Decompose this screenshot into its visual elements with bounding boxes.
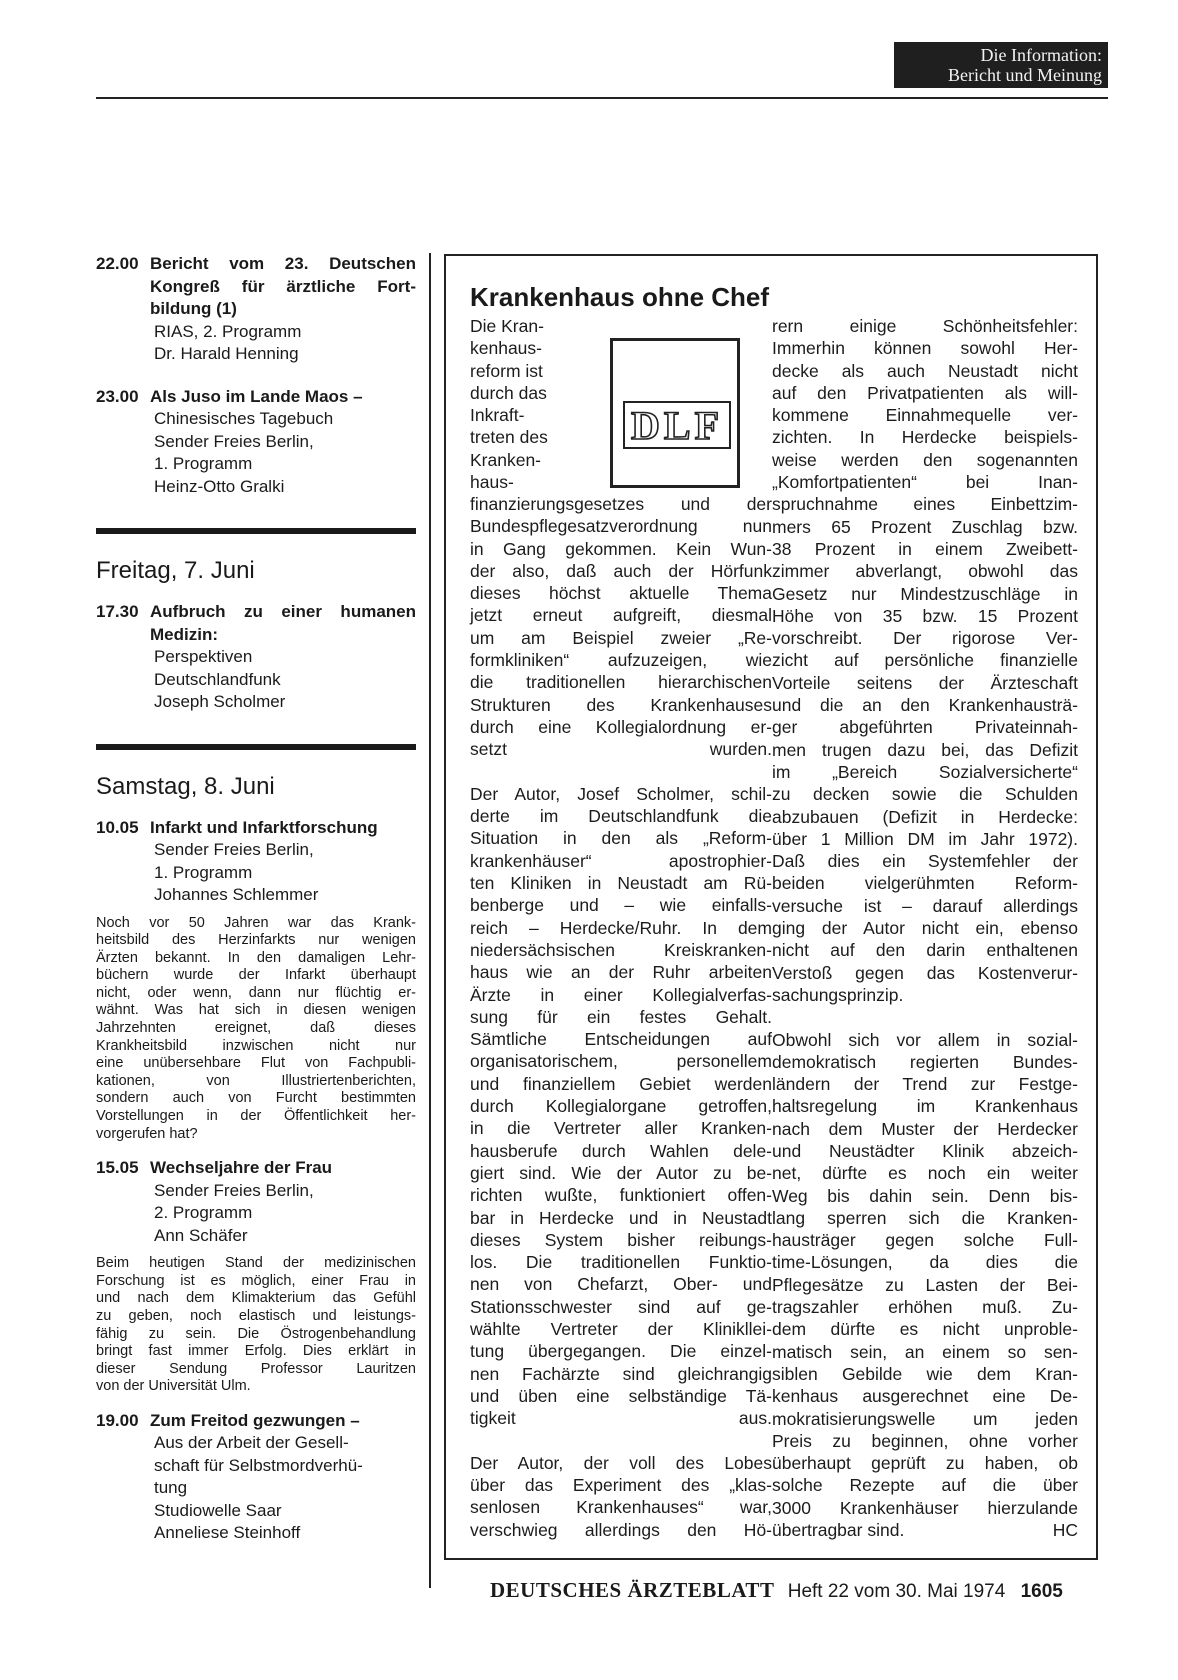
article-text-line: nach dem Muster der Herdecker <box>772 1118 1078 1139</box>
article-text-line: formkliniken“ aufzuzeigen, wie <box>470 650 772 671</box>
article-text-line: Inkraft- <box>470 405 525 426</box>
program-entry <box>96 601 416 714</box>
article-text-line: treten des <box>470 427 548 448</box>
article-text-line: und die an den Krankenhausträ- <box>772 695 1078 716</box>
program-time: 19.00 <box>96 1410 139 1430</box>
article-title: Krankenhaus ohne Chef <box>470 282 770 312</box>
article-text-line: im „Bereich Sozialversicherte“ <box>772 761 1078 782</box>
program-detail-line: RIAS, 2. Programm <box>154 321 302 341</box>
program-detail-line: Anneliese Steinhoff <box>154 1523 301 1543</box>
day-separator-rule <box>96 528 416 534</box>
article-text-line: kenhaus ausgerechnet eine De- <box>772 1386 1078 1407</box>
program-detail-line: 2. Programm <box>154 1203 253 1223</box>
program-detail-line: Dr. Harald Henning <box>154 344 299 363</box>
article-text-line: über das Experiment des „klas- <box>470 1475 772 1496</box>
article-text-line: zichten. In Herdecke beispiels- <box>772 427 1078 448</box>
article-text-line: demokratisch regierten Bundes- <box>772 1051 1078 1072</box>
program-details <box>154 408 416 498</box>
article-text-line: rern einige Schönheitsfehler: <box>772 316 1078 336</box>
description-line: Jahrzehnten ereignet, daß dieses <box>96 1020 416 1037</box>
article-text-line: sachungsprinzip. <box>772 984 904 1005</box>
section-label-line1: Die Information: <box>980 45 1102 65</box>
article-text-line: ger abgeführten Privateinnah- <box>772 717 1078 738</box>
article-text-line: time-Lösungen, da dies die <box>772 1252 1078 1273</box>
program-detail-line: Sender Freies Berlin, <box>154 840 314 859</box>
article-text-line: auf den Privatpatienten als will- <box>772 382 1078 403</box>
description-line: bringt fast immer Erfolg. Dies erklärt in <box>96 1343 416 1360</box>
program-detail-line: Aus der Arbeit der Gesell- <box>154 1433 349 1453</box>
article-text-line: der also, daß auch der Hörfunk <box>470 560 772 581</box>
program-details <box>154 839 416 907</box>
program-detail-line: Studiowelle Saar <box>154 1500 282 1520</box>
program-detail-line: Joseph Scholmer <box>154 692 286 711</box>
article-text-line: Daß dies ein Systemfehler der <box>772 851 1078 872</box>
article-text-line: derte im Deutschlandfunk die <box>470 806 772 827</box>
article-text-line: zimmer abverlangt, obwohl das <box>772 561 1078 582</box>
program-title-line: Infarkt und Infarktforschung <box>150 817 378 837</box>
article-text-line: reform ist <box>470 360 543 381</box>
description-line: fähig zu sein. Die Östrogenbehandlung <box>96 1325 416 1342</box>
article-text-line: lang sperren sich die Kranken- <box>772 1207 1078 1228</box>
page-footer <box>490 1578 1063 1604</box>
article-text-line: richten wußte, funktioniert offen- <box>470 1185 772 1206</box>
article-text-line: decke als auch Neustadt nicht <box>772 360 1078 381</box>
article-text-line: die traditionellen hierarchischen <box>470 672 772 693</box>
program-title-line: bildung (1) <box>150 299 237 318</box>
article-column-1 <box>470 493 772 1541</box>
description-line: eine unübersehbare Flut von Fachpubli- <box>96 1055 416 1072</box>
article-text-line: giert sind. Wie der Autor zu be- <box>470 1162 772 1183</box>
article-text-line: zu decken sowie die Schulden <box>772 784 1078 805</box>
program-title-line: Aufbruch zu einer humanen <box>150 602 416 621</box>
description-line: von der Universität Ulm. <box>96 1378 251 1395</box>
article-text-line: Ärzte in einer Kollegialverfas- <box>470 984 772 1005</box>
article-text-line: dieses System bisher reibungs- <box>470 1229 772 1250</box>
article-text-line: in die Vertreter aller Kranken- <box>470 1118 772 1139</box>
article-text-line: Stationsschwester sind auf ge- <box>470 1296 772 1317</box>
article-text-line: 38 Prozent in einem Zweibett- <box>772 538 1078 559</box>
article-text-line: niedersächsischen Kreiskranken- <box>470 939 772 960</box>
article-text-line: haus wie an der Ruhr arbeiten <box>470 962 772 983</box>
article-text-line: bar in Herdecke und in Neustadt <box>470 1207 772 1228</box>
article-text-line: nen von Chefarzt, Ober- und <box>470 1274 772 1295</box>
article-text-line: finanzierungsgesetzes und der <box>470 494 772 514</box>
article-text-line: überhaupt geprüft zu haben, ob <box>772 1453 1078 1474</box>
article-text-line: hausberufe durch Wahlen dele- <box>470 1140 772 1161</box>
description-line: Forschung ist es möglich, einer Frau in <box>96 1272 416 1289</box>
article-text-line: über 1 Million DM im Jahr 1972). <box>772 828 1078 849</box>
program-description <box>96 915 416 1144</box>
program-detail-line: schaft für Selbstmordverhü- <box>154 1455 363 1475</box>
article-text-line: wählte Vertreter der Klinikllei- <box>470 1318 772 1339</box>
program-time: 10.05 <box>96 817 139 837</box>
program-details <box>154 1432 416 1545</box>
article-text-line: matisch sein, an einem so sen- <box>772 1341 1078 1362</box>
article-text-line: durch das <box>470 382 547 403</box>
program-time: 22.00 <box>96 254 139 273</box>
article-text-line: mokratisierungswelle um jeden <box>772 1408 1078 1429</box>
program-column <box>96 253 416 1545</box>
article-text-line: Der Autor, Josef Scholmer, schil- <box>470 783 772 804</box>
program-description <box>96 1255 416 1396</box>
paragraph-gap <box>772 1006 1078 1028</box>
article-text-line: Immerhin können sowohl Her- <box>772 338 1078 359</box>
article-text-line: nicht auf den darin enthaltenen <box>772 940 1078 961</box>
description-line: nicht, oder wenn, dann nur flüchtig er- <box>96 984 416 1001</box>
article-text-line: dieses höchst aktuelle Thema <box>470 583 772 604</box>
program-title-line: Medizin: <box>150 624 218 644</box>
article-text-line: mers 65 Prozent Zuschlag bzw. <box>772 516 1078 537</box>
article-text-line: ländern der Trend zur Festge- <box>772 1074 1078 1095</box>
program-detail-line: Chinesisches Tagebuch <box>154 409 334 428</box>
article-text-line: Gesetz nur Mindestzuschläge in <box>772 583 1078 604</box>
article-text-line: Kranken- <box>470 449 542 470</box>
article-text-line: „Komfortpatienten“ bei Inan- <box>772 472 1078 493</box>
day-separator-rule <box>96 744 416 750</box>
program-detail-line: Heinz-Otto Gralki <box>154 476 285 496</box>
program-entry <box>96 1157 416 1247</box>
program-detail-line: 1. Programm <box>154 454 253 473</box>
program-details <box>154 646 416 714</box>
journal-name: DEUTSCHES ÄRZTEBLATT <box>490 1578 775 1602</box>
section-label-line2: Bericht und Meinung <box>948 65 1102 85</box>
article-text-line: Vorteile seitens der Ärzteschaft <box>772 672 1078 693</box>
description-line: zu geben, noch elastisch und leistungs- <box>96 1308 416 1324</box>
program-detail-line: Ann Schäfer <box>154 1225 248 1245</box>
description-line: Ärzten bekannt. In den damaligen Lehr- <box>96 949 416 966</box>
article-text-line: organisatorischem, personellem <box>470 1051 772 1072</box>
article-text-line: haltsregelung im Krankenhaus <box>772 1096 1078 1117</box>
description-line: Vorstellungen in der Öffentlichkeit her- <box>96 1108 416 1125</box>
program-title-line: Kongreß für ärztliche Fort- <box>150 276 416 296</box>
program-detail-line: tung <box>154 1478 188 1498</box>
article-text-line: senlosen Krankenhauses“ war, <box>470 1497 772 1518</box>
article-text-line: Der Autor, der voll des Lobes <box>470 1452 772 1473</box>
article-text-line: Die Kran- <box>470 316 544 336</box>
article-text-line: Bundespflegesatzverordnung nun <box>470 516 772 537</box>
article-text-line: Verstoß gegen das Kostenverur- <box>772 962 1078 983</box>
article-text-line: vorschreibt. Der rigorose Ver- <box>772 628 1078 649</box>
article-text-line: und üben eine selbständige Tä- <box>470 1385 772 1406</box>
article-text-line: Obwohl sich vor allem in sozial- <box>772 1029 1078 1050</box>
article-text-line: ten Kliniken in Neustadt am Rü- <box>470 873 772 894</box>
description-line: Noch vor 50 Jahren war das Krank- <box>96 914 416 931</box>
program-title-line: Wechseljahre der Frau <box>150 1158 333 1178</box>
description-line: sondern auch von Furcht bestimmten <box>96 1090 416 1107</box>
article-text-line: um am Beispiel zweier „Re- <box>470 627 772 648</box>
description-line: Krankheitsbild inzwischen nicht nur <box>96 1037 416 1054</box>
dlf-logo-text: DLF <box>623 401 731 449</box>
article-text-line: spruchnahme eines Einbettzim- <box>772 494 1078 515</box>
article-text-line: setzt wurden. <box>470 739 772 760</box>
issue-info: Heft 22 vom 30. Mai 1974 <box>787 1581 1006 1602</box>
program-time: 23.00 <box>96 386 139 406</box>
program-time: 15.05 <box>96 1158 139 1178</box>
description-line: büchern wurde der Infarkt überhaupt <box>96 967 416 984</box>
article-text-line: verschwieg allerdings den Hö- <box>470 1519 772 1540</box>
program-title-line: Als Juso im Lande Maos – <box>150 386 363 406</box>
article-text-line: haus- <box>470 472 514 493</box>
description-line: kationen, von Illustriertenberichten, <box>96 1072 416 1089</box>
article-text-line: kenhaus- <box>470 338 542 359</box>
article-text-line: Weg bis dahin sein. Denn bis- <box>772 1185 1078 1206</box>
article-text-line: Situation in den als „Reform- <box>470 828 772 849</box>
article-text-line: Pflegesätze zu Lasten der Bei- <box>772 1274 1078 1295</box>
article-text-line: dem dürfte es nicht unproble- <box>772 1319 1078 1340</box>
article-text-line: Strukturen des Krankenhauses <box>470 694 772 715</box>
article-text-line: Preis zu beginnen, ohne vorher <box>772 1430 1078 1451</box>
description-line: und nach dem Klimakterium das Gefühl <box>96 1290 416 1307</box>
program-entry <box>96 817 416 907</box>
day-heading-friday: Freitag, 7. Juni <box>96 557 255 584</box>
article-text-line: und Neustädter Klinik abzeich- <box>772 1140 1078 1161</box>
program-detail-line: 1. Programm <box>154 862 253 882</box>
article-text-line: durch eine Kollegialordnung er- <box>470 716 772 737</box>
article-text-line: kommene Einnahmequelle ver- <box>772 405 1078 426</box>
paragraph-gap <box>470 1429 772 1451</box>
column-divider <box>429 253 431 1588</box>
section-header <box>894 42 1108 88</box>
article-text-line: Sämtliche Entscheidungen auf <box>470 1029 772 1050</box>
article-text-line: hausträger gegen solche Full- <box>772 1230 1078 1251</box>
article-text-line: abzubauen (Defizit in Herdecke: <box>772 806 1078 827</box>
dlf-logo <box>610 338 740 488</box>
article-column-1-intro <box>470 315 598 493</box>
program-details <box>154 1180 416 1248</box>
description-line: vorgerufen hat? <box>96 1125 198 1142</box>
program-detail-line: Johannes Schlemmer <box>154 885 319 904</box>
article-text-line: jetzt erneut aufgreift, diesmal <box>470 605 772 626</box>
article-text-line: sung für ein festes Gehalt. <box>470 1006 772 1027</box>
article-text-line: und finanziellem Gebiet werden <box>470 1073 772 1094</box>
article-text-line: durch Kollegialorgane getroffen, <box>470 1096 772 1117</box>
article-text-line: tragszahler erhöhen muß. Zu- <box>772 1297 1078 1318</box>
day-heading-saturday: Samstag, 8. Juni <box>96 772 275 800</box>
description-line: heitsbild des Herzinfarkts nur wenigen <box>96 932 416 949</box>
article-text-line: versuche ist – darauf allerdings <box>772 895 1078 916</box>
article-text-line: net, dürfte es noch ein weiter <box>772 1163 1078 1184</box>
article-text-line: benberge und – wie einfalls- <box>470 895 772 916</box>
description-line: dieser Sendung Professor Lauritzen <box>96 1360 416 1377</box>
program-detail-line: Sender Freies Berlin, <box>154 431 314 451</box>
article-signature: HC <box>1052 1520 1078 1541</box>
article-text-line: solche Rezepte auf die über <box>772 1475 1078 1496</box>
program-detail-line: Deutschlandfunk <box>154 669 281 689</box>
article-final-text: übertragbar sind. <box>772 1520 905 1541</box>
article-text-line: tigkeit aus. <box>470 1408 772 1429</box>
article-closing-line <box>772 1519 1078 1541</box>
article-text-line: krankenhäuser“ apostrophier- <box>470 850 772 871</box>
article-text-line: nen Fachärzte sind gleichrangig <box>470 1363 772 1384</box>
article-box <box>444 254 1098 1560</box>
article-text-line: Höhe von 35 bzw. 15 Prozent <box>772 605 1078 626</box>
program-entry <box>96 386 416 499</box>
article-text-line: in Gang gekommen. Kein Wun- <box>470 538 772 559</box>
article-text-line: reich – Herdecke/Ruhr. In dem <box>470 917 772 938</box>
header-rule <box>96 97 1108 99</box>
paragraph-gap <box>470 761 772 783</box>
article-text-line: los. Die traditionellen Funktio- <box>470 1252 772 1273</box>
article-text-line: siblen Gebilde wie dem Kran- <box>772 1363 1078 1384</box>
article-text-line: ging der Autor nicht ein, ebenso <box>772 918 1078 939</box>
description-line: wähnt. Was hat sich in diesen wenigen <box>96 1002 416 1019</box>
program-title-line: Bericht vom 23. Deutschen <box>150 254 416 273</box>
program-title-line: Zum Freitod gezwungen – <box>150 1410 360 1430</box>
program-details <box>154 321 416 366</box>
article-column-2 <box>772 315 1078 1541</box>
article-text-line: beiden vielgerühmten Reform- <box>772 873 1078 894</box>
program-detail-line: Sender Freies Berlin, <box>154 1180 314 1200</box>
article-text-line: 3000 Krankenhäuser hierzulande <box>772 1497 1078 1518</box>
article-text-line: men trugen dazu bei, das Defizit <box>772 739 1078 760</box>
page-number: 1605 <box>1020 1581 1063 1602</box>
program-entry <box>96 1410 416 1545</box>
article-text-line: zicht auf persönliche finanzielle <box>772 650 1078 671</box>
article-text-line: tung übergegangen. Die einzel- <box>470 1341 772 1362</box>
article-text-line: weise werden den sogenannten <box>772 449 1078 470</box>
program-entry <box>96 253 416 366</box>
program-detail-line: Perspektiven <box>154 647 253 666</box>
description-line: Beim heutigen Stand der medizinischen <box>96 1255 416 1272</box>
program-time: 17.30 <box>96 602 139 621</box>
